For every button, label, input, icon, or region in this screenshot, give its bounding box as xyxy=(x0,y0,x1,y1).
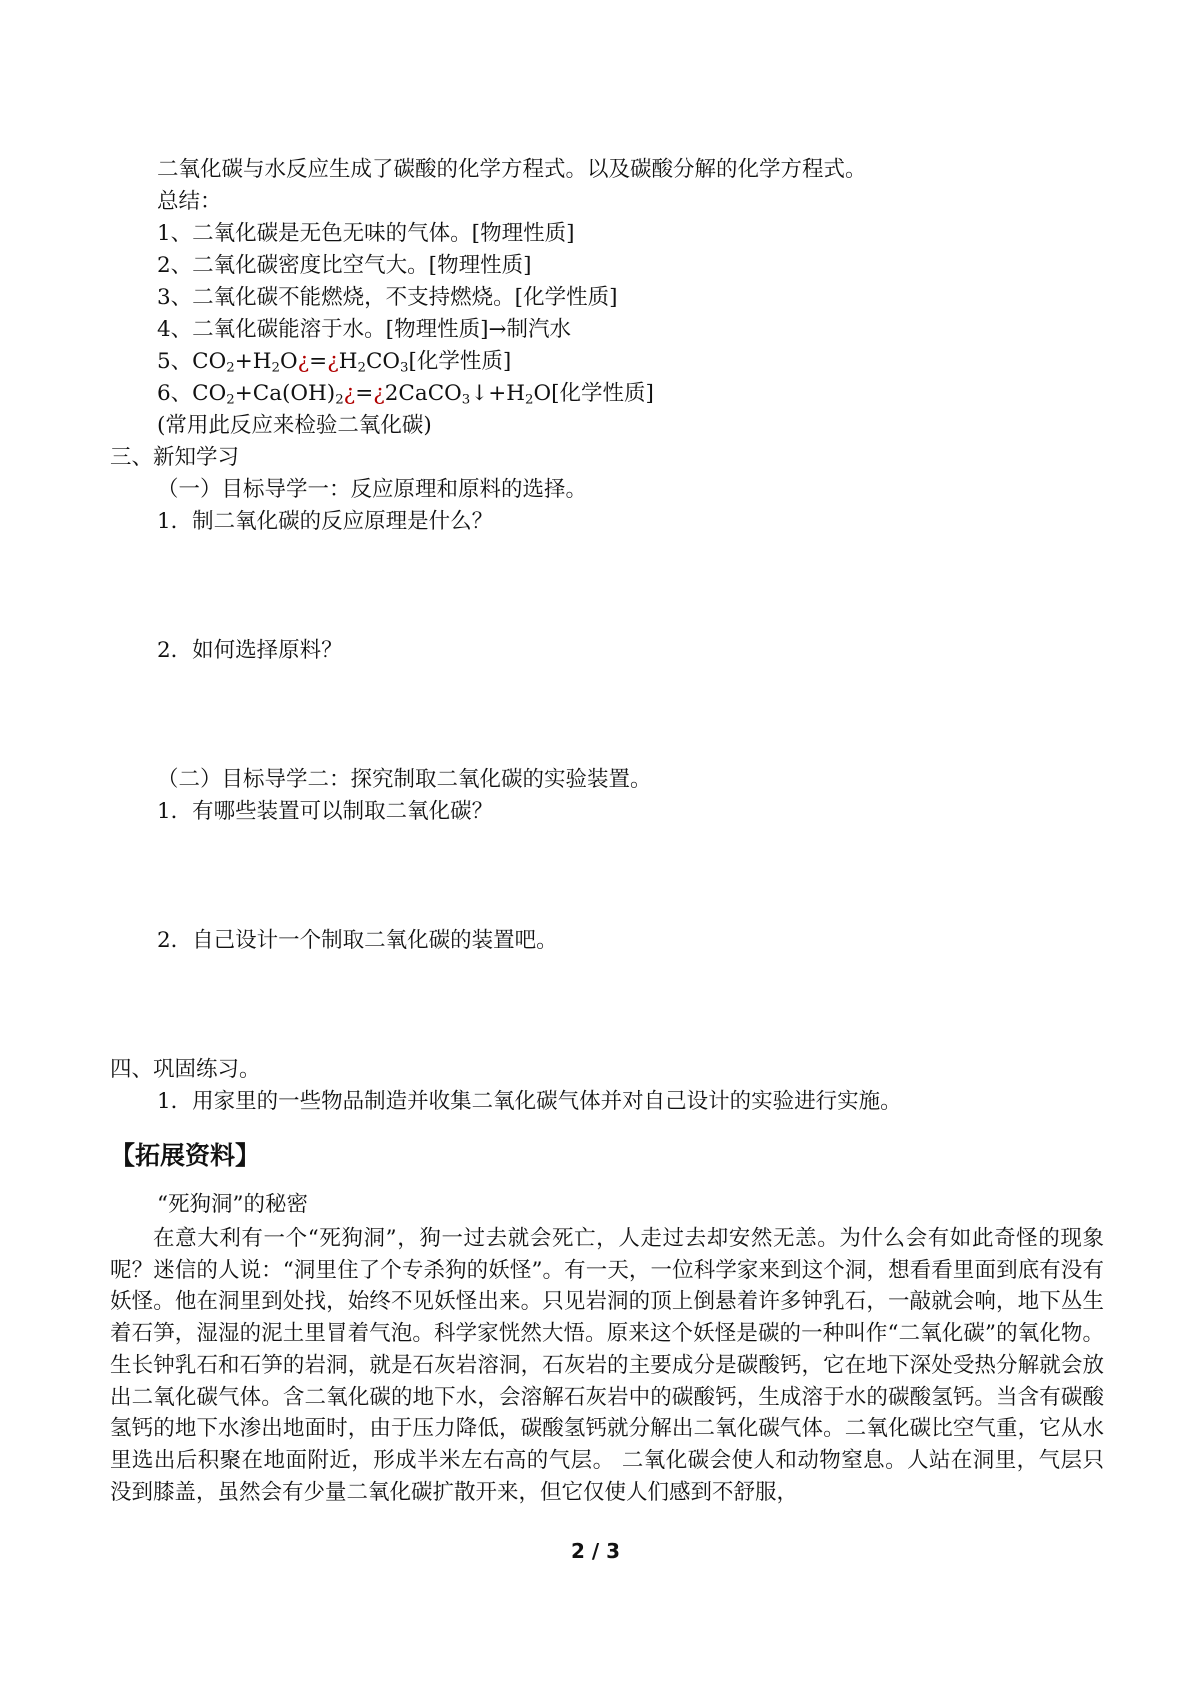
eq6-text: 2CaCO xyxy=(384,381,462,406)
question-1-1: 1．制二氧化碳的反应原理是什么？ xyxy=(157,509,494,534)
eq6-subscript: 2 xyxy=(525,392,534,408)
summary-item-2: 2、二氧化碳密度比空气大。[物理性质] xyxy=(157,253,532,278)
eq6-subscript: 3 xyxy=(461,392,471,408)
eq5-text: H xyxy=(338,349,358,374)
eq5-subscript: 2 xyxy=(357,360,366,376)
eq5-text: CO xyxy=(365,349,401,374)
article-title: “死狗洞”的秘密 xyxy=(157,1192,308,1217)
summary-item-5-equation xyxy=(157,347,511,377)
objective-2-heading: （二）目标导学二：探究制取二氧化碳的实验装置。 xyxy=(157,767,652,792)
article-paragraph: 在意大利有一个“死狗洞”，狗一过去就会死亡，人走过去却安然无恙。为什么会有如此奇怪的现象呢？迷信的人说：“洞里住了个专杀狗的妖怪”。有一天，一位科学家来到这个洞，想看看里面到底有没有妖怪。他在洞里到处找，始终不见妖怪出来。只见岩洞的顶上倒悬着许多钟乳石，一敲就会响，地下丛生着石笋，湿湿的泥土里冒着气泡。科学家恍然大悟。原来这个妖怪是碳的一种叫作“二氧化碳”的氧化物。 生长钟乳石和石笋的岩洞，就是石灰岩溶洞，石灰岩的主要成分是碳酸钙，它在地下深处受热分解就会放出二氧化碳气体。含二氧化碳的地下水，会溶解石灰岩中的碳酸钙，生成溶于水的碳酸氢钙。当含有碳酸氢钙的地下水渗出地面时，由于压力降低，碳酸氢钙就分解出二氧化碳气体。二氧化碳比空气重，它从水里选出后积聚在地面附近，形成半米左右高的气层。 二氧化碳会使人和动物窒息。人站在洞里，气层只没到膝盖，虽然会有少量二氧化碳扩散开来，但它仅使人们感到不舒服， xyxy=(110,1226,1104,1505)
summary-item-3: 3、二氧化碳不能燃烧，不支持燃烧。[化学性质] xyxy=(157,285,618,310)
section-heading-4: 四、巩固练习。 xyxy=(110,1057,261,1082)
exercise-1: 1．用家里的一些物品制造并收集二氧化碳气体并对自己设计的实验进行实施。 xyxy=(157,1089,902,1114)
eq6-text: +Ca(OH) xyxy=(234,381,336,406)
extension-heading: 【拓展资料】 xyxy=(110,1141,261,1170)
question-1-2: 2．如何选择原料？ xyxy=(157,638,343,663)
objective-1-heading: （一）目标导学一：反应原理和原料的选择。 xyxy=(157,477,588,502)
eq5-subscript: 2 xyxy=(271,360,280,376)
summary-item-1: 1、二氧化碳是无色无味的气体。[物理性质] xyxy=(157,221,575,246)
summary-item-6-equation xyxy=(157,379,654,409)
eq6-text: O[化学性质] xyxy=(533,381,654,406)
eq5-text: [化学性质] xyxy=(408,349,512,374)
eq6-equals: = xyxy=(355,381,374,406)
eq5-text: +H xyxy=(234,349,272,374)
intro-line: 二氧化碳与水反应生成了碳酸的化学方程式。以及碳酸分解的化学方程式。 xyxy=(157,157,867,182)
eq6-subscript: 2 xyxy=(335,392,344,408)
eq5-glyph-error: ¿ xyxy=(297,349,310,374)
eq6-text: 6、CO xyxy=(157,381,227,406)
question-2-1: 1．有哪些装置可以制取二氧化碳？ xyxy=(157,799,494,824)
eq6-glyph-error: ¿ xyxy=(373,381,385,406)
question-2-2: 2．自己设计一个制取二氧化碳的装置吧。 xyxy=(157,928,558,953)
summary-note: (常用此反应来检验二氧化碳) xyxy=(157,413,432,438)
eq6-text: ↓+H xyxy=(470,381,526,406)
summary-label: 总结： xyxy=(157,189,222,214)
summary-item-4: 4、二氧化碳能溶于水。[物理性质]→制汽水 xyxy=(157,317,571,342)
eq6-subscript: 2 xyxy=(226,392,235,408)
eq5-subscript: 2 xyxy=(226,360,235,376)
eq5-text: O xyxy=(280,349,298,374)
eq5-subscript: 3 xyxy=(400,360,409,376)
eq5-equals: = xyxy=(309,349,328,374)
eq6-glyph-error: ¿ xyxy=(343,381,356,406)
eq5-text: 5、CO xyxy=(157,349,227,374)
eq5-glyph-error: ¿ xyxy=(327,349,339,374)
section-heading-3: 三、新知学习 xyxy=(110,445,240,470)
page-number: 2 / 3 xyxy=(570,1539,621,1563)
